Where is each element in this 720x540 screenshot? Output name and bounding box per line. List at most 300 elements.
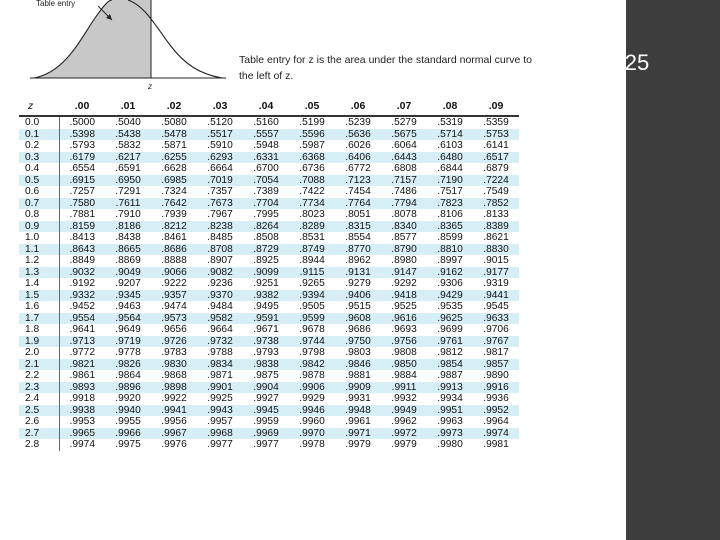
probability-cell: .9032 [59,267,105,279]
probability-cell: .9306 [437,278,463,289]
table-row [19,382,519,394]
table-row [19,140,519,152]
probability-cell: .9783 [161,347,187,358]
probability-cell: .9726 [151,336,197,348]
probability-cell: .9744 [289,336,335,348]
probability-cell: .9345 [105,290,151,302]
probability-cell: .8997 [437,255,463,266]
z-value-cell: 2.3 [19,382,59,394]
probability-cell: .9616 [381,313,427,325]
probability-cell: .9452 [69,301,95,312]
probability-cell: .8810 [427,244,473,256]
probability-cell: .5832 [115,140,141,151]
probability-cell: .9803 [345,347,371,358]
probability-cell: .9535 [437,301,463,312]
probability-cell: .9941 [151,405,197,417]
probability-cell: .7642 [151,198,197,210]
probability-cell: .9633 [473,313,519,325]
probability-cell: .9292 [391,278,417,289]
probability-cell: .5199 [299,117,325,128]
probability-cell: .9591 [243,313,289,325]
probability-cell: .9906 [289,382,335,394]
probability-cell: .9974 [473,428,519,440]
probability-cell: .9821 [59,359,105,371]
probability-cell: .7823 [427,198,473,210]
probability-cell: .8869 [115,255,141,266]
probability-cell: .8051 [345,209,371,220]
slide-sidebar [626,0,720,540]
probability-cell: .9931 [345,393,371,404]
table-row [19,313,519,325]
probability-cell: .7995 [253,209,279,220]
probability-cell: .9838 [243,359,289,371]
probability-cell: .7257 [69,186,95,197]
probability-cell: .8790 [381,244,427,256]
z-value-cell: 2.7 [19,428,59,440]
probability-cell: .9826 [105,359,151,371]
probability-cell: .5080 [161,117,187,128]
probability-cell: .9956 [161,416,187,427]
probability-cell: .9177 [473,267,519,279]
probability-cell: .9968 [197,428,243,440]
probability-cell: .6406 [335,152,381,164]
probability-cell: .5478 [151,129,197,141]
z-value-cell: 0.0 [19,116,59,129]
probability-cell: .9904 [243,382,289,394]
probability-cell: .7389 [253,186,279,197]
probability-cell: .9948 [335,405,381,417]
probability-cell: .9767 [473,336,519,348]
probability-cell: .9761 [427,336,473,348]
probability-cell: .9871 [207,370,233,381]
probability-cell: .9808 [391,347,417,358]
table-row [19,198,519,210]
table-body [19,116,519,451]
probability-cell: .9370 [197,290,243,302]
probability-cell: .9952 [473,405,519,417]
probability-cell: .9778 [115,347,141,358]
probability-cell: .9525 [391,301,417,312]
table-row [19,370,519,382]
probability-cell: .9922 [161,393,187,404]
probability-cell: .6293 [197,152,243,164]
probability-cell: .5040 [115,117,141,128]
probability-cell: .9911 [381,382,427,394]
probability-cell: .9131 [335,267,381,279]
probability-cell: .8729 [243,244,289,256]
probability-cell: .5753 [473,129,519,141]
probability-cell: .9901 [197,382,243,394]
probability-cell: .6772 [345,163,371,174]
probability-cell: .6217 [105,152,151,164]
probability-cell: .8289 [289,221,335,233]
table-row [19,152,519,164]
z-value-cell: 1.4 [19,278,59,290]
probability-cell: .5910 [207,140,233,151]
probability-cell: .9515 [345,301,371,312]
probability-cell: .9686 [345,324,371,335]
probability-cell: .7157 [381,175,427,187]
probability-cell: .6179 [59,152,105,164]
probability-cell: .9664 [207,324,233,335]
probability-cell: .9896 [105,382,151,394]
probability-cell: .9236 [207,278,233,289]
probability-cell: .9909 [335,382,381,394]
probability-cell: .6879 [483,163,509,174]
probability-cell: .7454 [345,186,371,197]
probability-cell: .9099 [243,267,289,279]
probability-cell: .7794 [381,198,427,210]
table-header-row [19,96,519,116]
table-row [19,244,519,256]
probability-cell: .9857 [473,359,519,371]
z-value-cell: 1.3 [19,267,59,279]
probability-cell: .8888 [161,255,187,266]
probability-cell: .5675 [381,129,427,141]
probability-cell: .8389 [473,221,519,233]
probability-cell: .8133 [483,209,509,220]
table-row [19,359,519,371]
probability-cell: .9918 [69,393,95,404]
probability-cell: .9049 [105,267,151,279]
probability-cell: .9463 [115,301,141,312]
probability-cell: .8508 [253,232,279,243]
probability-cell: .9913 [427,382,473,394]
probability-cell: .9938 [59,405,105,417]
probability-cell: .8962 [345,255,371,266]
probability-cell: .9641 [69,324,95,335]
probability-cell: .7734 [289,198,335,210]
probability-cell: .8531 [299,232,325,243]
table-entry-label: Table entry [36,0,76,8]
probability-cell: .8643 [59,244,105,256]
z-value-cell: 0.2 [19,140,59,152]
probability-cell: .9970 [289,428,335,440]
probability-cell: .8980 [391,255,417,266]
table-row [19,405,519,417]
probability-cell: .6554 [69,163,95,174]
probability-cell: .7967 [207,209,233,220]
probability-cell: .8749 [289,244,335,256]
probability-cell: .7088 [289,175,335,187]
probability-cell: .9066 [151,267,197,279]
z-value-cell: 1.9 [19,336,59,348]
probability-cell: .6331 [243,152,289,164]
probability-cell: .8849 [69,255,95,266]
probability-cell: .9147 [381,267,427,279]
probability-cell: .8554 [345,232,371,243]
probability-cell: .9649 [115,324,141,335]
probability-cell: .8340 [381,221,427,233]
probability-cell: .6255 [151,152,197,164]
probability-cell: .7704 [243,198,289,210]
probability-cell: .9893 [59,382,105,394]
probability-cell: .5120 [207,117,233,128]
probability-cell: .9957 [207,416,233,427]
probability-cell: .9977 [253,439,279,450]
probability-cell: .5398 [59,129,105,141]
table-row [19,324,519,336]
probability-cell: .9850 [381,359,427,371]
probability-cell: .9756 [381,336,427,348]
table-row [19,116,519,129]
probability-cell: .5239 [345,117,371,128]
z-value-cell: 2.4 [19,393,59,405]
probability-cell: .6103 [437,140,463,151]
probability-cell: .8315 [335,221,381,233]
table-row [19,290,519,302]
probability-cell: .7422 [299,186,325,197]
z-value-cell: 1.7 [19,313,59,325]
probability-cell: .9573 [151,313,197,325]
probability-cell: .9864 [115,370,141,381]
z-value-cell: 1.5 [19,290,59,302]
probability-cell: .9887 [437,370,463,381]
header-col: .01 [105,96,151,116]
header-col: .06 [335,96,381,116]
table-row [19,336,519,348]
z-value-cell: 0.9 [19,221,59,233]
probability-cell: .8925 [253,255,279,266]
probability-cell: .9830 [151,359,197,371]
probability-cell: .9945 [243,405,289,417]
probability-cell: .9966 [105,428,151,440]
z-value-cell: 2.8 [19,439,59,451]
probability-cell: .5517 [197,129,243,141]
probability-cell: .9854 [427,359,473,371]
probability-cell: .7939 [161,209,187,220]
probability-cell: .7054 [243,175,289,187]
shaded-area [34,0,151,78]
probability-cell: .6664 [207,163,233,174]
probability-cell: .9678 [299,324,325,335]
header-col: .00 [59,96,105,116]
probability-cell: .9554 [59,313,105,325]
probability-cell: .7764 [335,198,381,210]
table-row [19,186,519,198]
probability-cell: .6808 [391,163,417,174]
header-z: z [19,96,59,116]
probability-cell: .8438 [115,232,141,243]
probability-cell: .9959 [253,416,279,427]
probability-cell: .6517 [473,152,519,164]
probability-cell: .5557 [243,129,289,141]
probability-cell: .9967 [151,428,197,440]
probability-cell: .7881 [69,209,95,220]
table-row [19,175,519,187]
probability-cell: .9974 [69,439,95,450]
probability-cell: .9788 [207,347,233,358]
probability-cell: .9960 [299,416,325,427]
probability-cell: .7357 [207,186,233,197]
header-col: .08 [427,96,473,116]
table-row [19,416,519,428]
probability-cell: .9406 [335,290,381,302]
probability-cell: .8212 [151,221,197,233]
probability-cell: .5948 [253,140,279,151]
probability-cell: .9920 [115,393,141,404]
probability-cell: .7486 [391,186,417,197]
z-value-cell: 0.7 [19,198,59,210]
probability-cell: .6141 [483,140,509,151]
probability-cell: .6064 [391,140,417,151]
probability-cell: .9798 [299,347,325,358]
probability-cell: .6844 [437,163,463,174]
probability-cell: .5160 [253,117,279,128]
z-value-cell: 1.2 [19,255,59,267]
probability-cell: .9441 [473,290,519,302]
probability-cell: .9898 [151,382,197,394]
probability-cell: .8186 [105,221,151,233]
probability-cell: .9015 [483,255,509,266]
probability-cell: .8078 [391,209,417,220]
z-value-cell: 2.5 [19,405,59,417]
z-value-cell: 2.1 [19,359,59,371]
probability-cell: .7123 [335,175,381,187]
table-row [19,439,519,451]
z-value-cell: 0.8 [19,209,59,221]
probability-cell: .6700 [253,163,279,174]
probability-cell: .7549 [483,186,509,197]
probability-cell: .9875 [253,370,279,381]
probability-cell: .9964 [483,416,509,427]
probability-cell: .9980 [437,439,463,450]
probability-cell: .9793 [253,347,279,358]
z-value-cell: 1.0 [19,232,59,244]
probability-cell: .9429 [427,290,473,302]
probability-cell: .9738 [243,336,289,348]
probability-cell: .6591 [115,163,141,174]
probability-cell: .9418 [381,290,427,302]
probability-cell: .9656 [161,324,187,335]
probability-cell: .5000 [69,117,95,128]
probability-cell: .8023 [299,209,325,220]
probability-cell: .9979 [345,439,371,450]
probability-cell: .9222 [161,278,187,289]
probability-cell: .9505 [299,301,325,312]
probability-cell: .9925 [207,393,233,404]
probability-cell: .8770 [335,244,381,256]
probability-cell: .9932 [391,393,417,404]
probability-cell: .5596 [289,129,335,141]
probability-cell: .9890 [483,370,509,381]
probability-cell: .9973 [427,428,473,440]
probability-cell: .7517 [437,186,463,197]
table-row [19,209,519,221]
table-row [19,428,519,440]
probability-cell: .9878 [299,370,325,381]
probability-cell: .9608 [335,313,381,325]
probability-cell: .9842 [289,359,335,371]
probability-cell: .5279 [391,117,417,128]
probability-cell: .9251 [253,278,279,289]
probability-cell: .8686 [151,244,197,256]
normal-curve-figure [20,0,230,92]
header-col: .03 [197,96,243,116]
probability-cell: .9382 [243,290,289,302]
probability-cell: .8830 [473,244,519,256]
probability-cell: .5636 [335,129,381,141]
probability-cell: .9357 [151,290,197,302]
probability-cell: .9772 [69,347,95,358]
probability-cell: .9817 [483,347,509,358]
table-row [19,278,519,290]
probability-cell: .9943 [197,405,243,417]
table-row [19,163,519,175]
probability-cell: .6628 [161,163,187,174]
probability-cell: .9162 [427,267,473,279]
probability-cell: .9934 [437,393,463,404]
probability-cell: .8461 [161,232,187,243]
probability-cell: .7852 [473,198,519,210]
probability-cell: .6950 [105,175,151,187]
probability-cell: .9484 [207,301,233,312]
probability-cell: .9962 [391,416,417,427]
probability-cell: .9834 [197,359,243,371]
probability-cell: .7019 [197,175,243,187]
probability-cell: .9972 [381,428,427,440]
probability-cell: .7291 [115,186,141,197]
probability-cell: .9394 [289,290,335,302]
z-table [19,96,519,451]
z-value-cell: 0.6 [19,186,59,198]
probability-cell: .9861 [69,370,95,381]
probability-cell: .7324 [161,186,187,197]
z-value-cell: 0.1 [19,129,59,141]
probability-cell: .9265 [299,278,325,289]
probability-cell: .9582 [197,313,243,325]
probability-cell: .7580 [59,198,105,210]
z-value-cell: 0.4 [19,163,59,175]
probability-cell: .9949 [381,405,427,417]
probability-cell: .9881 [345,370,371,381]
probability-cell: .9699 [437,324,463,335]
header-col: .05 [289,96,335,116]
table-caption: Table entry for z is the area under the standard normal curve to the left of z. [239,54,532,82]
header-col: .07 [381,96,427,116]
header-col: .02 [151,96,197,116]
probability-cell: .9946 [289,405,335,417]
probability-cell: .8238 [197,221,243,233]
probability-cell: .9207 [115,278,141,289]
probability-cell: .9599 [289,313,335,325]
probability-cell: .9965 [59,428,105,440]
probability-cell: .9495 [253,301,279,312]
probability-cell: .7611 [105,198,151,210]
probability-cell: .9927 [253,393,279,404]
probability-cell: .9951 [427,405,473,417]
table-row [19,129,519,141]
z-value-cell: 1.8 [19,324,59,336]
probability-cell: .6736 [299,163,325,174]
probability-cell: .9846 [335,359,381,371]
probability-cell: .9976 [161,439,187,450]
probability-cell: .9971 [335,428,381,440]
probability-cell: .9719 [105,336,151,348]
table-row [19,301,519,313]
probability-cell: .9564 [105,313,151,325]
probability-cell: .9082 [197,267,243,279]
z-value-cell: 2.0 [19,347,59,359]
z-value-cell: 1.1 [19,244,59,256]
probability-cell: .8485 [207,232,233,243]
probability-cell: .9319 [483,278,509,289]
probability-cell: .9115 [289,267,335,279]
probability-cell: .6026 [345,140,371,151]
probability-cell: .9916 [473,382,519,394]
probability-cell: .8159 [59,221,105,233]
probability-cell: .9812 [437,347,463,358]
